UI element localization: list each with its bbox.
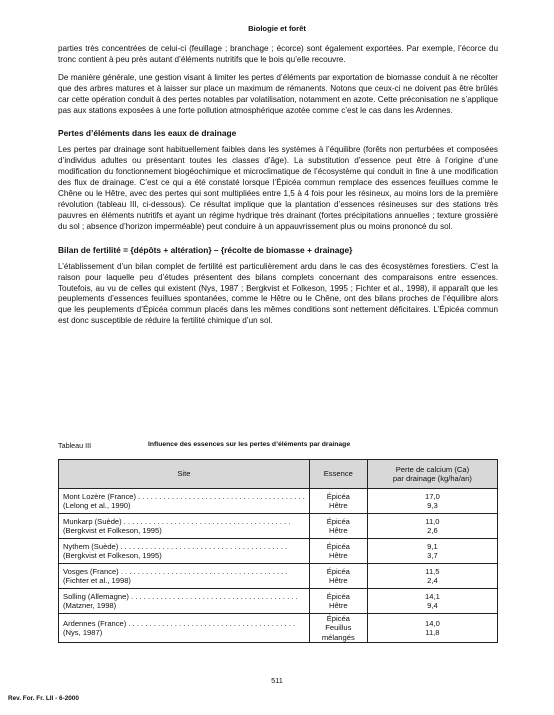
paragraph-bilan: L’établissement d’un bilan complet de fertilité est particulièrement ardu dans le cas des écosystèmes forestiers. C’est la raison pour laquelle peu d’études présentent des bilans complets concernant des comparaisons entre essences. Toutefois, au vu de celles qui existent (Nys, 1987 ; Bergkvist et Folkeson, 1995 ; Fichter et al., 1998), il apparaît que les peuplements d’essences feuillues spontanées, comme le Hêtre ou le Chêne, ont des bilans proches de l’équilibre alors que les peuplements d’Épicéa commun placés dans les mêmes conditions sont nettement déficitaires. L’Épicéa commun est donc susceptible de réduire la fertilité chimique d’un sol. — [58, 261, 498, 326]
essence-2: Hêtre — [329, 526, 348, 535]
calcium-value-1: 17,0 — [425, 491, 440, 501]
calcium-value-2: 9,3 — [427, 501, 438, 510]
cell-essence — [309, 589, 367, 614]
essence-2: Hêtre — [329, 551, 348, 560]
calcium-value-2: 2,4 — [427, 576, 438, 585]
heading-drainage: Pertes d’éléments dans les eaux de drainage — [58, 128, 237, 139]
drainage-table — [58, 459, 498, 643]
cell-calcium — [367, 614, 497, 643]
calcium-value-1: 14,1 — [425, 591, 440, 601]
journal-reference: Rev. For. Fr. LII - 6-2000 — [8, 695, 79, 702]
calcium-value-2: 2,6 — [427, 526, 438, 535]
cell-calcium — [367, 489, 497, 514]
header-essence: Essence — [309, 460, 367, 489]
cell-essence — [309, 614, 367, 643]
site-reference: (Fichter et al., 1998) — [63, 576, 131, 585]
cell-essence — [309, 489, 367, 514]
cell-essence — [309, 539, 367, 564]
essence-1: Épicéa — [326, 591, 350, 601]
cell-calcium — [367, 564, 497, 589]
calcium-value-1: 14,0 — [425, 618, 440, 628]
paragraph-intro-2: De manière générale, une gestion visant à limiter les pertes d’éléments par exportation de biomasse conduit à ne récolter que des arbres matures et à laisser sur place un maximum de rémanents. Notons que ceux-ci ne doivent pas être brûlés car cette opération conduit à des pertes notables par volatilisation, notamment en azote. Cette préconisation ne s’applique pas aux stations exposées à une forte pollution atmosphérique azotée comme c’est le cas dans les Ardennes. — [58, 72, 498, 115]
essence-1: Épicéa — [326, 614, 350, 623]
cell-calcium — [367, 539, 497, 564]
essence-1: Épicéa — [326, 541, 350, 551]
cell-essence — [309, 514, 367, 539]
paragraph-intro-1: parties très concentrées de celui-ci (feuillage ; branchage ; écorce) sont également exportées. Par exemple, l’écorce du tronc contient à peu près autant d’éléments nutritifs que le bois qu’elle recouvre. — [58, 44, 498, 64]
calcium-value-1: 11,0 — [425, 516, 440, 526]
calcium-value-1: 11,5 — [425, 566, 440, 576]
page-number: 511 — [271, 676, 283, 685]
calcium-value-2: 9,4 — [427, 601, 438, 610]
table-row — [59, 489, 498, 514]
cell-essence — [309, 564, 367, 589]
site-name: Ardennes (France) . . . — [63, 619, 305, 628]
header-calcium — [367, 460, 497, 489]
cell-site — [59, 539, 310, 564]
calcium-value-2: 3,7 — [427, 551, 438, 560]
cell-calcium — [367, 589, 497, 614]
essence-1: Épicéa — [326, 566, 350, 576]
site-name: Nythem (Suède) . . . — [63, 542, 305, 551]
table-row — [59, 564, 498, 589]
article-body — [58, 44, 498, 334]
site-name: Mont Lozère (France) . . . — [63, 492, 305, 501]
cell-site — [59, 564, 310, 589]
cell-site — [59, 589, 310, 614]
table-row — [59, 589, 498, 614]
table-row — [59, 539, 498, 564]
cell-site — [59, 489, 310, 514]
table-number: Tableau III — [58, 441, 92, 450]
table-row — [59, 614, 498, 643]
site-name: Solling (Allemagne) . . . — [63, 592, 305, 601]
cell-site — [59, 514, 310, 539]
essence-2: Hêtre — [329, 501, 348, 510]
site-name: Munkarp (Suède) . . . — [63, 517, 305, 526]
essence-1: Épicéa — [326, 491, 350, 501]
site-reference: (Matzner, 1998) — [63, 601, 117, 610]
essence-2: Hêtre — [329, 601, 348, 610]
calcium-value-2: 11,8 — [425, 627, 440, 637]
site-reference: (Bergkvist et Folkeson, 1995) — [63, 526, 162, 535]
table-caption — [58, 441, 498, 451]
essence-2: Hêtre — [329, 576, 348, 585]
site-reference: (Lelong et al., 1990) — [63, 501, 131, 510]
header-calcium-line2: par drainage (kg/ha/an) — [392, 474, 472, 483]
calcium-value-1: 9,1 — [427, 541, 438, 551]
table-header-row — [59, 460, 498, 489]
paragraph-drainage: Les pertes par drainage sont habituellement faibles dans les systèmes à l’équilibre (forêts non perturbées et composées d’individus adultes ou présentant toutes les classes d’âge). La substitution d’essence peut être à l’origine d’une modification du fonctionnement biogéochimique et microclimatique de l’écosystème qui conduit in fine à une modification des flux de drainage. C’est ce qui a été constaté lorsque l’Épicéa commun remplace des essences feuillues comme le Chêne ou le Hêtre, avec des pertes qui sont multipliées entre 1,5 à 4 fois pour les résineux, au moins lors de la première révolution (tableau III, ci-dessous). Ce résultat implique que la plantation d’essences résineuses sur des stations très pauvres en éléments nutritifs et ayant un régime hydrique très drainant (fortes précipitations annuelles ; texture grossière du sol ; absence d’horizon imperméable) peut conduire à un appauvrissement plus ou moins prononcé du sol. — [58, 145, 498, 231]
heading-bilan: Bilan de fertilité = {dépôts + altération} – {récolte de biomasse + drainage} — [58, 244, 353, 255]
cell-site — [59, 614, 310, 643]
essence-2: Feuillus mélangés — [321, 623, 355, 642]
site-reference: (Nys, 1987) — [63, 627, 103, 637]
table-row — [59, 514, 498, 539]
essence-1: Épicéa — [326, 516, 350, 526]
table-title: Influence des essences sur les pertes d’éléments par drainage — [148, 441, 351, 448]
site-reference: (Bergkvist et Folkeson, 1995) — [63, 551, 162, 560]
header-site: Site — [59, 460, 310, 489]
cell-calcium — [367, 514, 497, 539]
site-name: Vosges (France) . . . — [63, 567, 305, 576]
running-head: Biologie et forêt — [248, 24, 306, 33]
header-calcium-line1: Perte de calcium (Ca) — [395, 464, 470, 474]
